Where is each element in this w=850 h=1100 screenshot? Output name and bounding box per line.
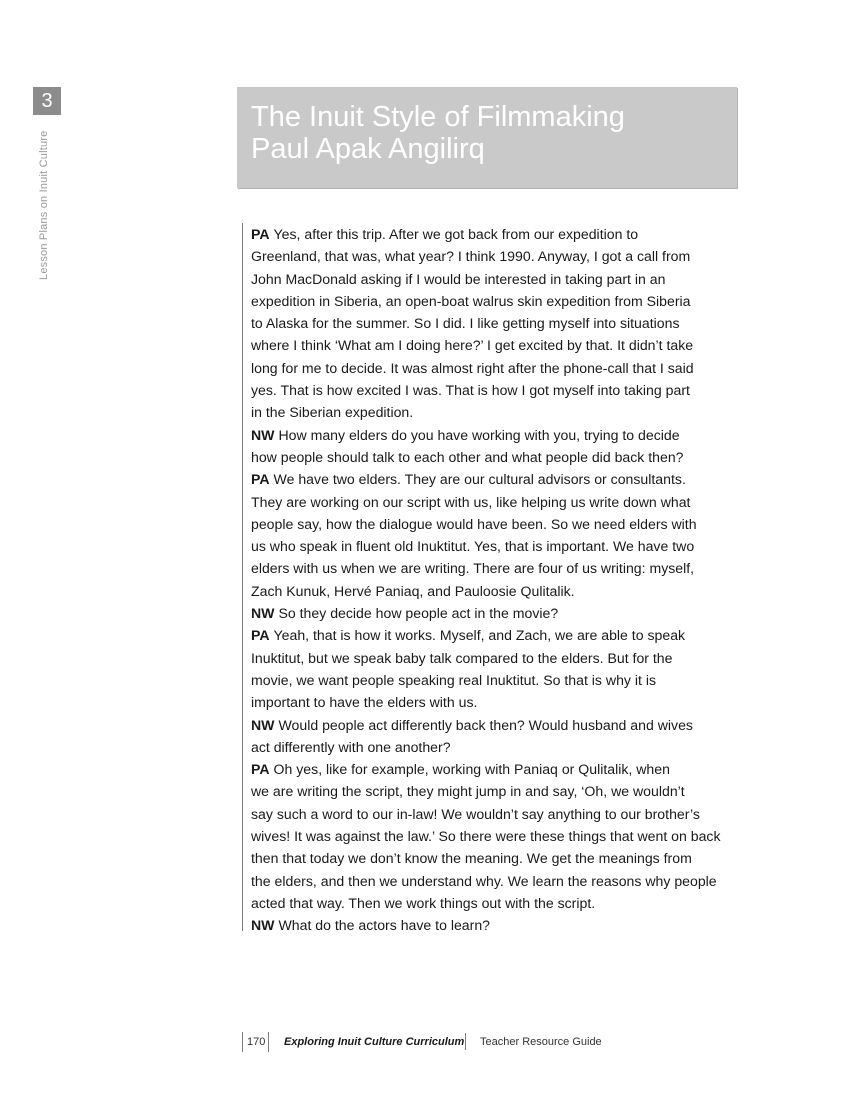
line-text: wives! It was against the law.’ So there were these things that went on back: [251, 828, 721, 845]
interview-line: [251, 424, 732, 446]
interview-line: [251, 290, 732, 312]
speaker-label: NW: [251, 716, 275, 733]
interview-line: [251, 379, 732, 401]
line-text: long for me to decide. It was almost right after the phone-call that I said: [251, 359, 694, 376]
interview-line: [251, 312, 732, 334]
line-text: say such a word to our in-law! We wouldn’t say anything to our brother’s: [251, 805, 700, 822]
speaker-label: PA: [251, 226, 270, 242]
speaker-label: NW: [251, 917, 275, 934]
page-subtitle-author: Paul Apak Angilirq: [251, 133, 485, 165]
line-text: What do the actors have to learn?: [278, 917, 491, 934]
interview-line: [251, 691, 732, 713]
page-title: The Inuit Style of Filmmaking: [251, 101, 625, 133]
line-text: people say, how the dialogue would have been. So we need elders with: [251, 515, 697, 532]
line-text: John MacDonald asking if I would be interested in taking part in an: [251, 270, 666, 287]
interview-line: [251, 892, 732, 914]
line-text: elders with us when we are writing. There are four of us writing: myself,: [251, 560, 695, 577]
line-text: Inuktitut, but we speak baby talk compared to the elders. But for the: [251, 649, 673, 666]
line-text: Greenland, that was, what year? I think 1990. Anyway, I got a call from: [251, 248, 691, 265]
line-text: us who speak in fluent old Inuktitut. Yes, that is important. We have two: [251, 538, 695, 555]
line-text: acted that way. Then we work things out with the script.: [251, 894, 596, 911]
speaker-label: NW: [251, 605, 275, 622]
line-text: in the Siberian expedition.: [251, 404, 414, 421]
interview-line: [251, 245, 732, 267]
speaker-label: PA: [251, 761, 270, 778]
speaker-label: PA: [251, 627, 270, 644]
footer-divider: [465, 1033, 466, 1050]
interview-line: [251, 647, 732, 669]
line-text: Zach Kunuk, Hervé Paniaq, and Pauloosie Qulitalik.: [251, 582, 575, 599]
interview-line: [251, 624, 732, 646]
interview-line: [251, 580, 732, 602]
interview-line: [251, 825, 732, 847]
interview-line: [251, 803, 732, 825]
page-number: 170: [242, 1032, 269, 1052]
line-text: to Alaska for the summer. So I did. I like getting myself into situations: [251, 315, 680, 332]
interview-line: [251, 357, 732, 379]
interview-line: [251, 669, 732, 691]
line-text: So they decide how people act in the movie?: [278, 605, 559, 622]
speaker-label: NW: [251, 426, 275, 443]
interview-line: [251, 401, 732, 423]
interview-line: [251, 334, 732, 356]
line-text: act differently with one another?: [251, 738, 451, 755]
interview-line: [251, 602, 732, 624]
interview-line: [251, 468, 732, 490]
interview-line: [251, 446, 732, 468]
speaker-label: PA: [251, 471, 270, 488]
line-text: yes. That is how excited I was. That is how I got myself into taking part: [251, 382, 690, 399]
line-text: how people should talk to each other and what people did back then?: [251, 448, 684, 465]
interview-line: [251, 714, 732, 736]
interview-line: [251, 736, 732, 758]
line-text: expedition in Siberia, an open-boat walrus skin expedition from Siberia: [251, 292, 691, 309]
title-banner: [237, 87, 737, 188]
line-text: Yeah, that is how it works. Myself, and Zach, we are able to speak: [273, 627, 686, 644]
line-text: where I think ‘What am I doing here?’ I get excited by that. It didn’t take: [251, 337, 694, 354]
interview-line: [251, 223, 732, 245]
interview-line: [251, 268, 732, 290]
line-text: then that today we don’t know the meaning. We get the meanings from: [251, 850, 692, 867]
interview-line: [251, 535, 732, 557]
interview-text-block: [242, 223, 732, 934]
line-text: How many elders do you have working with you, trying to decide: [278, 426, 680, 443]
line-text: important to have the elders with us.: [251, 694, 478, 711]
line-text: we are writing the script, they might jump in and say, ‘Oh, we wouldn’t: [251, 783, 685, 800]
interview-line: [251, 914, 732, 936]
section-side-label: Lesson Plans on Inuit Culture: [38, 130, 50, 280]
line-text: We have two elders. They are our cultural advisors or consultants.: [273, 471, 686, 488]
line-text: movie, we want people speaking real Inuktitut. So that is why it is: [251, 671, 657, 688]
interview-line: [251, 780, 732, 802]
line-text: Yes, after this trip. After we got back from our expedition to: [273, 226, 639, 242]
interview-line: [251, 847, 732, 869]
line-text: Oh yes, like for example, working with Paniaq or Qulitalik, when: [273, 761, 670, 778]
interview-line: [251, 513, 732, 535]
guide-label: Teacher Resource Guide: [480, 1036, 602, 1048]
line-text: the elders, and then we understand why. We learn the reasons why people: [251, 872, 717, 889]
chapter-number-badge: 3: [33, 87, 61, 115]
interview-line: [251, 758, 732, 780]
line-text: Would people act differently back then? Would husband and wives: [278, 716, 693, 733]
line-text: They are working on our script with us, like helping us write down what: [251, 493, 691, 510]
book-title: Exploring Inuit Culture Curriculum: [284, 1036, 465, 1048]
interview-line: [251, 491, 732, 513]
interview-line: [251, 557, 732, 579]
interview-line: [251, 870, 732, 892]
